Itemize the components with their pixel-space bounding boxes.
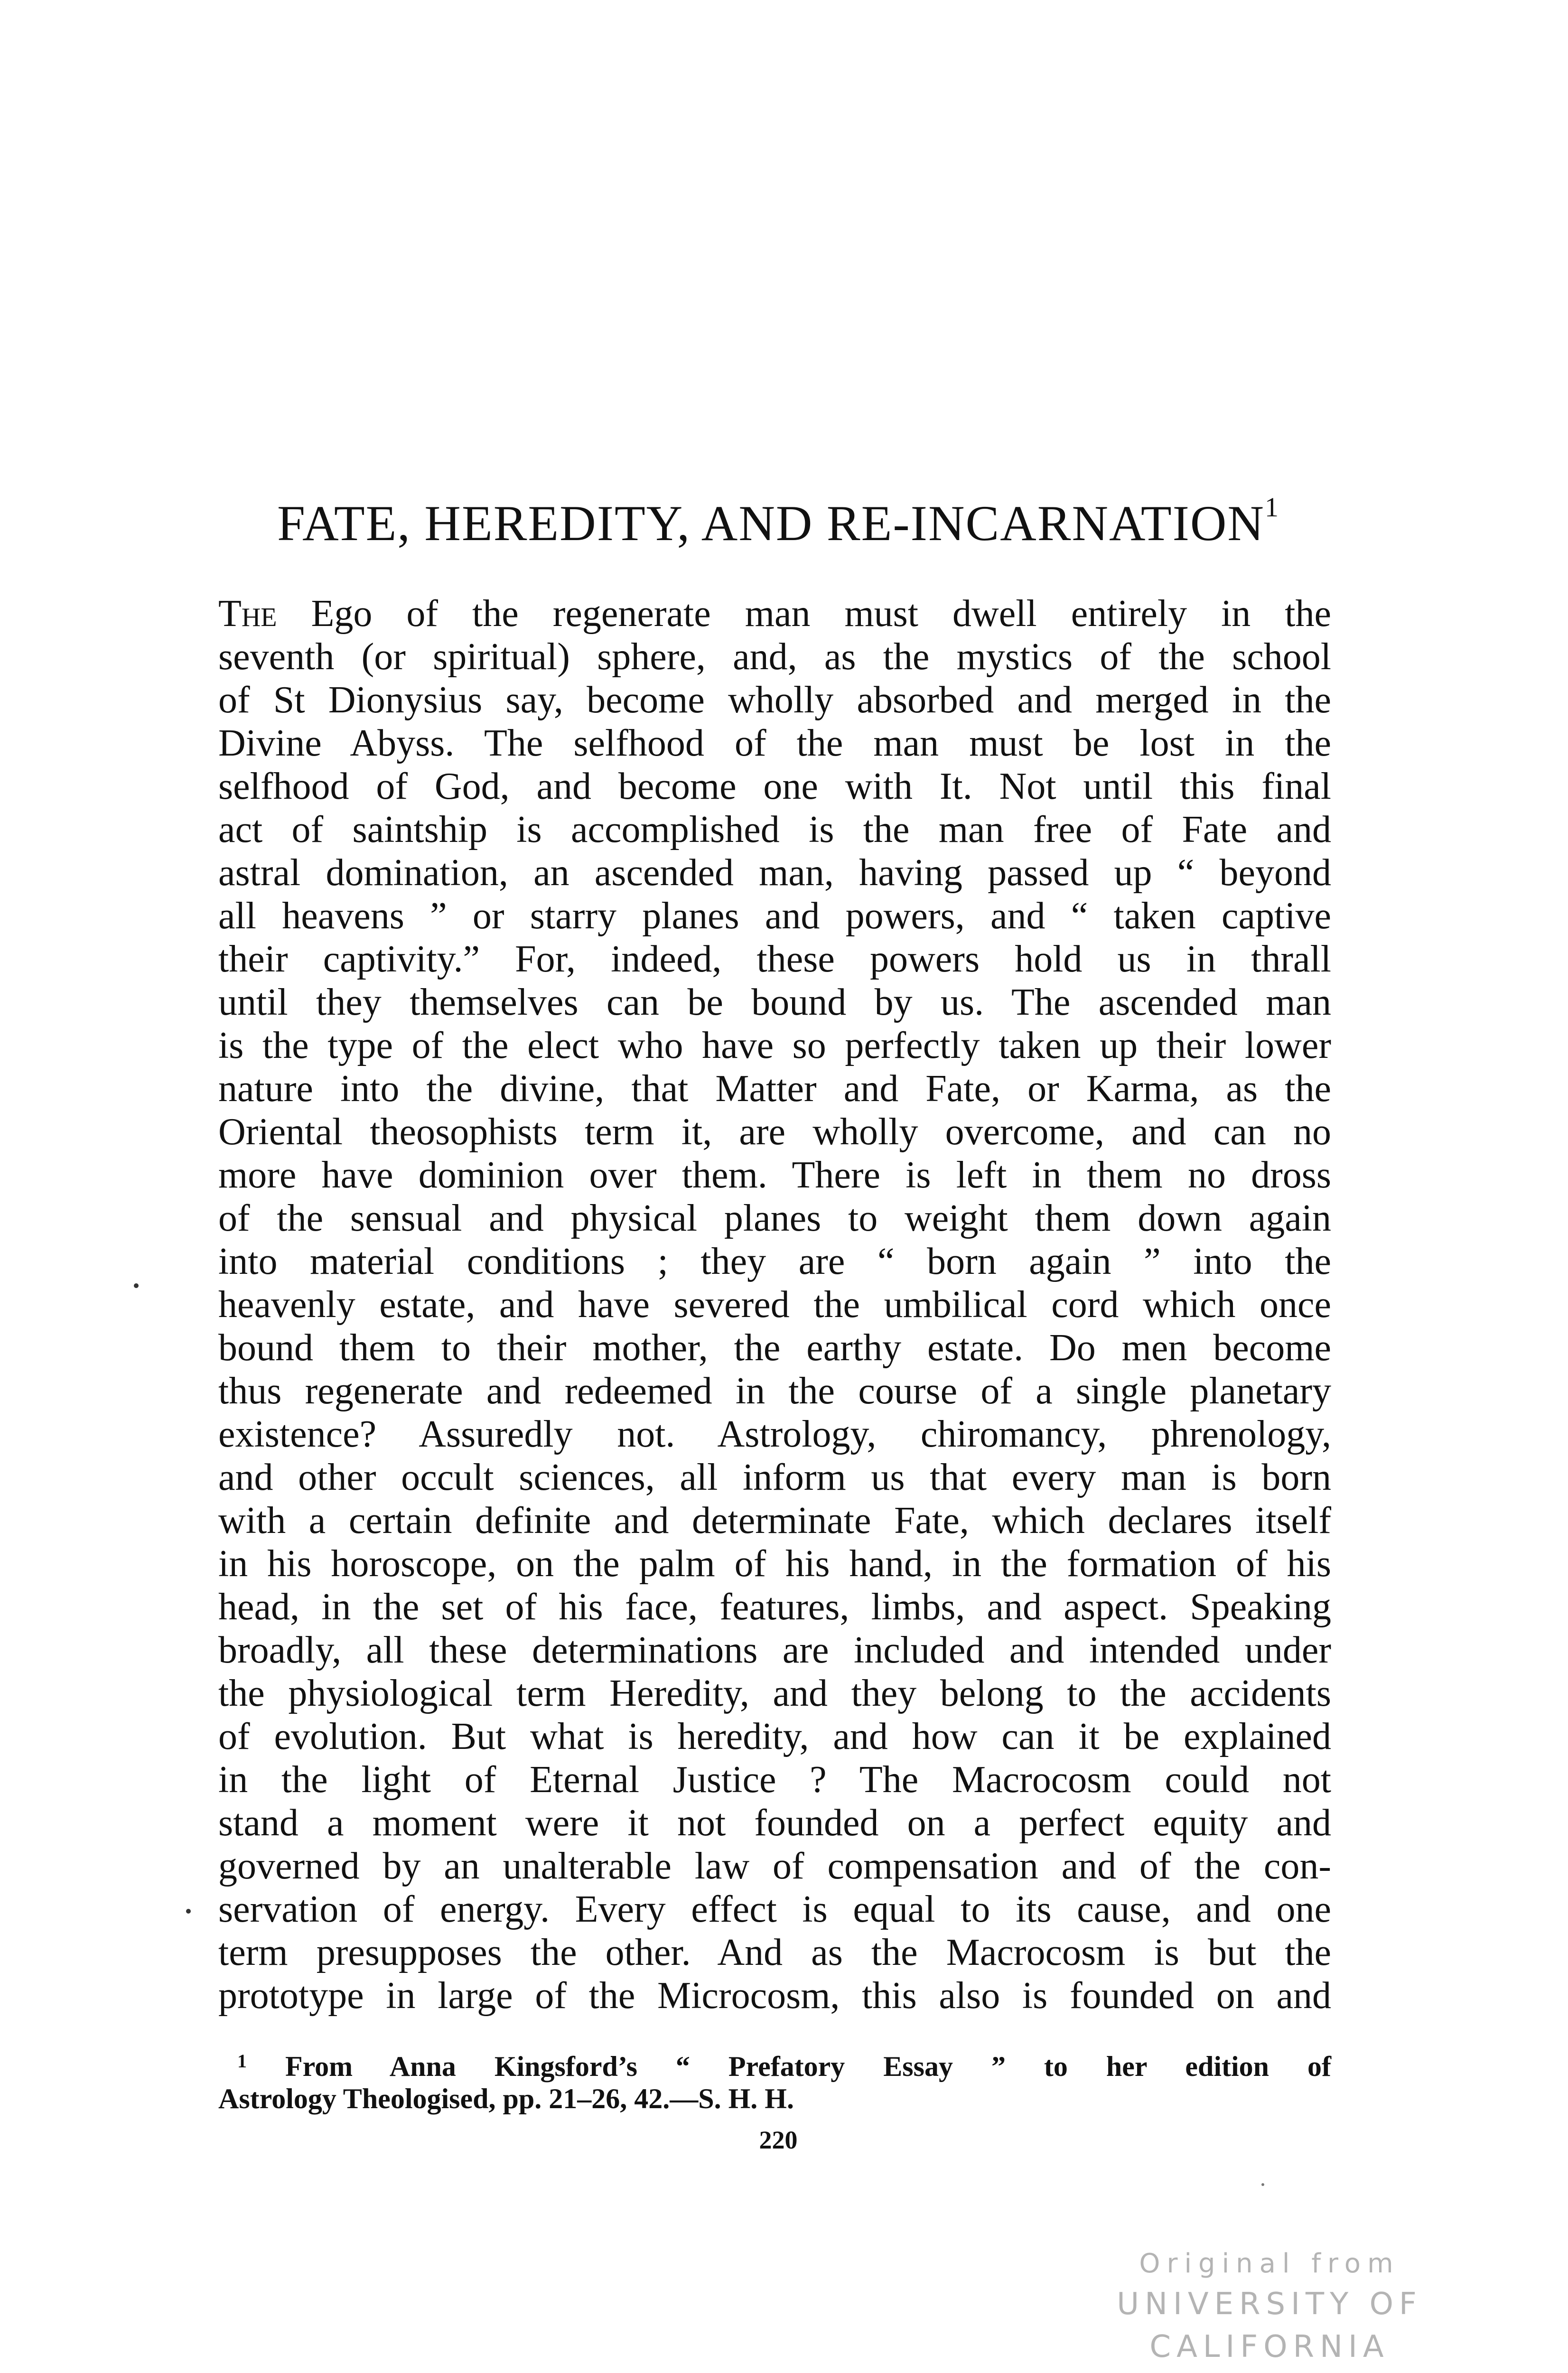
text-line: Oriental theosophists term it, are wholly overcome, and can no	[218, 1111, 1331, 1153]
text-line	[218, 592, 1331, 635]
watermark-line: Original from	[1139, 2248, 1400, 2279]
text-line: broadly, all these determinations are included and intended under	[218, 1629, 1331, 1671]
text-line-content: Ego of the regenerate man must dwell entirely in the	[277, 593, 1331, 635]
text-line: with a certain definite and determinate Fate, which declares itself	[218, 1500, 1331, 1542]
footnote-text: From Anna Kingsford’s “ Prefatory Essay ” to her edition of	[247, 2051, 1331, 2082]
text-line: prototype in large of the Microcosm, this also is founded on and	[218, 1975, 1331, 2017]
text-line: heavenly estate, and have severed the umbilical cord which once	[218, 1284, 1331, 1326]
text-line: in his horoscope, on the palm of his hand, in the formation of his	[218, 1543, 1331, 1585]
text-line: until they themselves can be bound by us. The ascended man	[218, 981, 1331, 1023]
text-line: all heavens ” or starry planes and powers, and “ taken captive	[218, 895, 1331, 937]
footnote-line	[218, 2050, 1331, 2083]
text-line: servation of energy. Every effect is equal to its cause, and one	[218, 1888, 1331, 1930]
text-line: more have dominion over them. There is left in them no dross	[218, 1154, 1331, 1196]
opening-word: The	[218, 593, 277, 635]
text-line: of evolution. But what is heredity, and how can it be explained	[218, 1716, 1331, 1757]
body-text	[218, 592, 1331, 2018]
footnote-reference: 1	[1264, 492, 1279, 523]
text-line: of the sensual and physical planes to weight them down again	[218, 1197, 1331, 1239]
text-line: nature into the divine, that Matter and Fate, or Karma, as the	[218, 1068, 1331, 1110]
library-watermark	[997, 2245, 1542, 2364]
chapter-title: FATE, HEREDITY, AND RE-INCARNATION	[277, 495, 1265, 551]
footnote-marker: 1	[237, 2050, 247, 2072]
watermark-line: UNIVERSITY OF CALIFORNIA	[1117, 2287, 1422, 2364]
text-line: existence? Assuredly not. Astrology, chiromancy, phrenology,	[218, 1413, 1331, 1455]
text-line: seventh (or spiritual) sphere, and, as the mystics of the school	[218, 636, 1331, 678]
text-line: of St Dionysius say, become wholly absorbed and merged in the	[218, 679, 1331, 721]
chapter-heading	[199, 492, 1357, 551]
text-line: is the type of the elect who have so perfectly taken up their lower	[218, 1025, 1331, 1066]
page-number: 220	[759, 2126, 798, 2154]
scan-speck	[186, 1909, 191, 1914]
text-line: head, in the set of his face, features, limbs, and aspect. Speaking	[218, 1586, 1331, 1628]
footnote-line: Astrology Theologised, pp. 21–26, 42.—S. H. H.	[218, 2083, 794, 2114]
text-line: astral domination, an ascended man, having passed up “ beyond	[218, 852, 1331, 894]
text-line: and other occult sciences, all inform us that every man is born	[218, 1457, 1331, 1498]
footnote	[218, 2050, 1331, 2115]
text-line: their captivity.” For, indeed, these powers hold us in thrall	[218, 938, 1331, 980]
text-line: term presupposes the other. And as the Macrocosm is but the	[218, 1932, 1331, 1973]
text-line: act of saintship is accomplished is the man free of Fate and	[218, 809, 1331, 850]
text-line: selfhood of God, and become one with It. Not until this final	[218, 766, 1331, 807]
scan-speck	[1261, 2183, 1264, 2186]
text-line: governed by an unalterable law of compensation and of the con-	[218, 1845, 1331, 1887]
text-line: bound them to their mother, the earthy estate. Do men become	[218, 1327, 1331, 1369]
text-line: in the light of Eternal Justice ? The Macrocosm could not	[218, 1759, 1331, 1801]
text-line: Divine Abyss. The selfhood of the man must be lost in the	[218, 722, 1331, 764]
text-line: thus regenerate and redeemed in the course of a single planetary	[218, 1370, 1331, 1412]
text-line: the physiological term Heredity, and they belong to the accidents	[218, 1672, 1331, 1714]
text-line: into material conditions ; they are “ born again ” into the	[218, 1241, 1331, 1282]
scan-speck	[134, 1283, 139, 1288]
text-line: stand a moment were it not founded on a perfect equity and	[218, 1802, 1331, 1844]
